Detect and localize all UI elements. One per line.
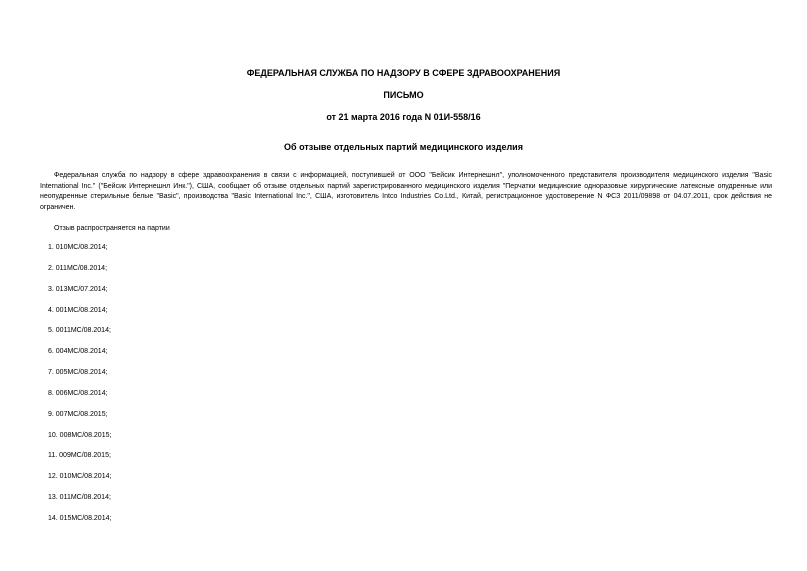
subject-heading: Об отзыве отдельных партий медицинского изделия: [284, 142, 523, 152]
body-paragraph: Федеральная служба по надзору в сфере здравоохранения в связи с информацией, поступившей от ООО "Бейсик Интернешнл", уполномоченного представителя производителя медицинского изделия "Basic International Inc." ("Бейсик Интернешнл Инк."), США, сообщает об отзыве отдельных партий зарегистрированного медицинского изделия "Перчатки медицинские одноразовые хирургические латексные опудренные или неопудренные стерильные белые "Basic", производства "Basic International Inc.", США, изготовитель Intco Industries Co.Ltd., Китай, регистрационное удостоверение N ФСЗ 2011/09898 от 04.07.2011, срок действия не ограничен.: [40, 172, 772, 211]
batch-item: 10. 008MC/08.2015;: [48, 431, 112, 439]
batch-list: [48, 243, 111, 535]
batch-item: 9. 007MC/08.2015;: [48, 410, 108, 418]
batch-item: 13. 011MC/08.2014;: [48, 494, 111, 502]
batch-item: 12. 010MC/08.2014;: [48, 473, 112, 481]
batch-item: 5. 0011MC/08.2014;: [48, 327, 111, 335]
applies-to-text: Отзыв распространяется на партии: [54, 225, 170, 232]
batch-item: 7. 005MC/08.2014;: [48, 369, 108, 377]
batch-item: 1. 010MC/08.2014;: [48, 244, 108, 251]
batch-item: 3. 013MC/07.2014;: [48, 285, 108, 293]
batch-item: 2. 011MC/08.2014;: [48, 264, 108, 272]
batch-item: 4. 001MC/08.2014;: [48, 306, 108, 314]
batch-item: 6. 004MC/08.2014;: [48, 348, 108, 356]
document-type-heading: ПИСЬМО: [383, 90, 424, 100]
date-number-heading: от 21 марта 2016 года N 01И-558/16: [326, 112, 481, 122]
agency-heading: ФЕДЕРАЛЬНАЯ СЛУЖБА ПО НАДЗОРУ В СФЕРЕ ЗДРАВООХРАНЕНИЯ: [246, 68, 561, 78]
batch-item: 8. 006MC/08.2014;: [48, 389, 108, 397]
batch-item: 11. 009MC/08.2015;: [48, 452, 111, 460]
batch-item: 14. 015MC/08.2014;: [48, 514, 112, 522]
